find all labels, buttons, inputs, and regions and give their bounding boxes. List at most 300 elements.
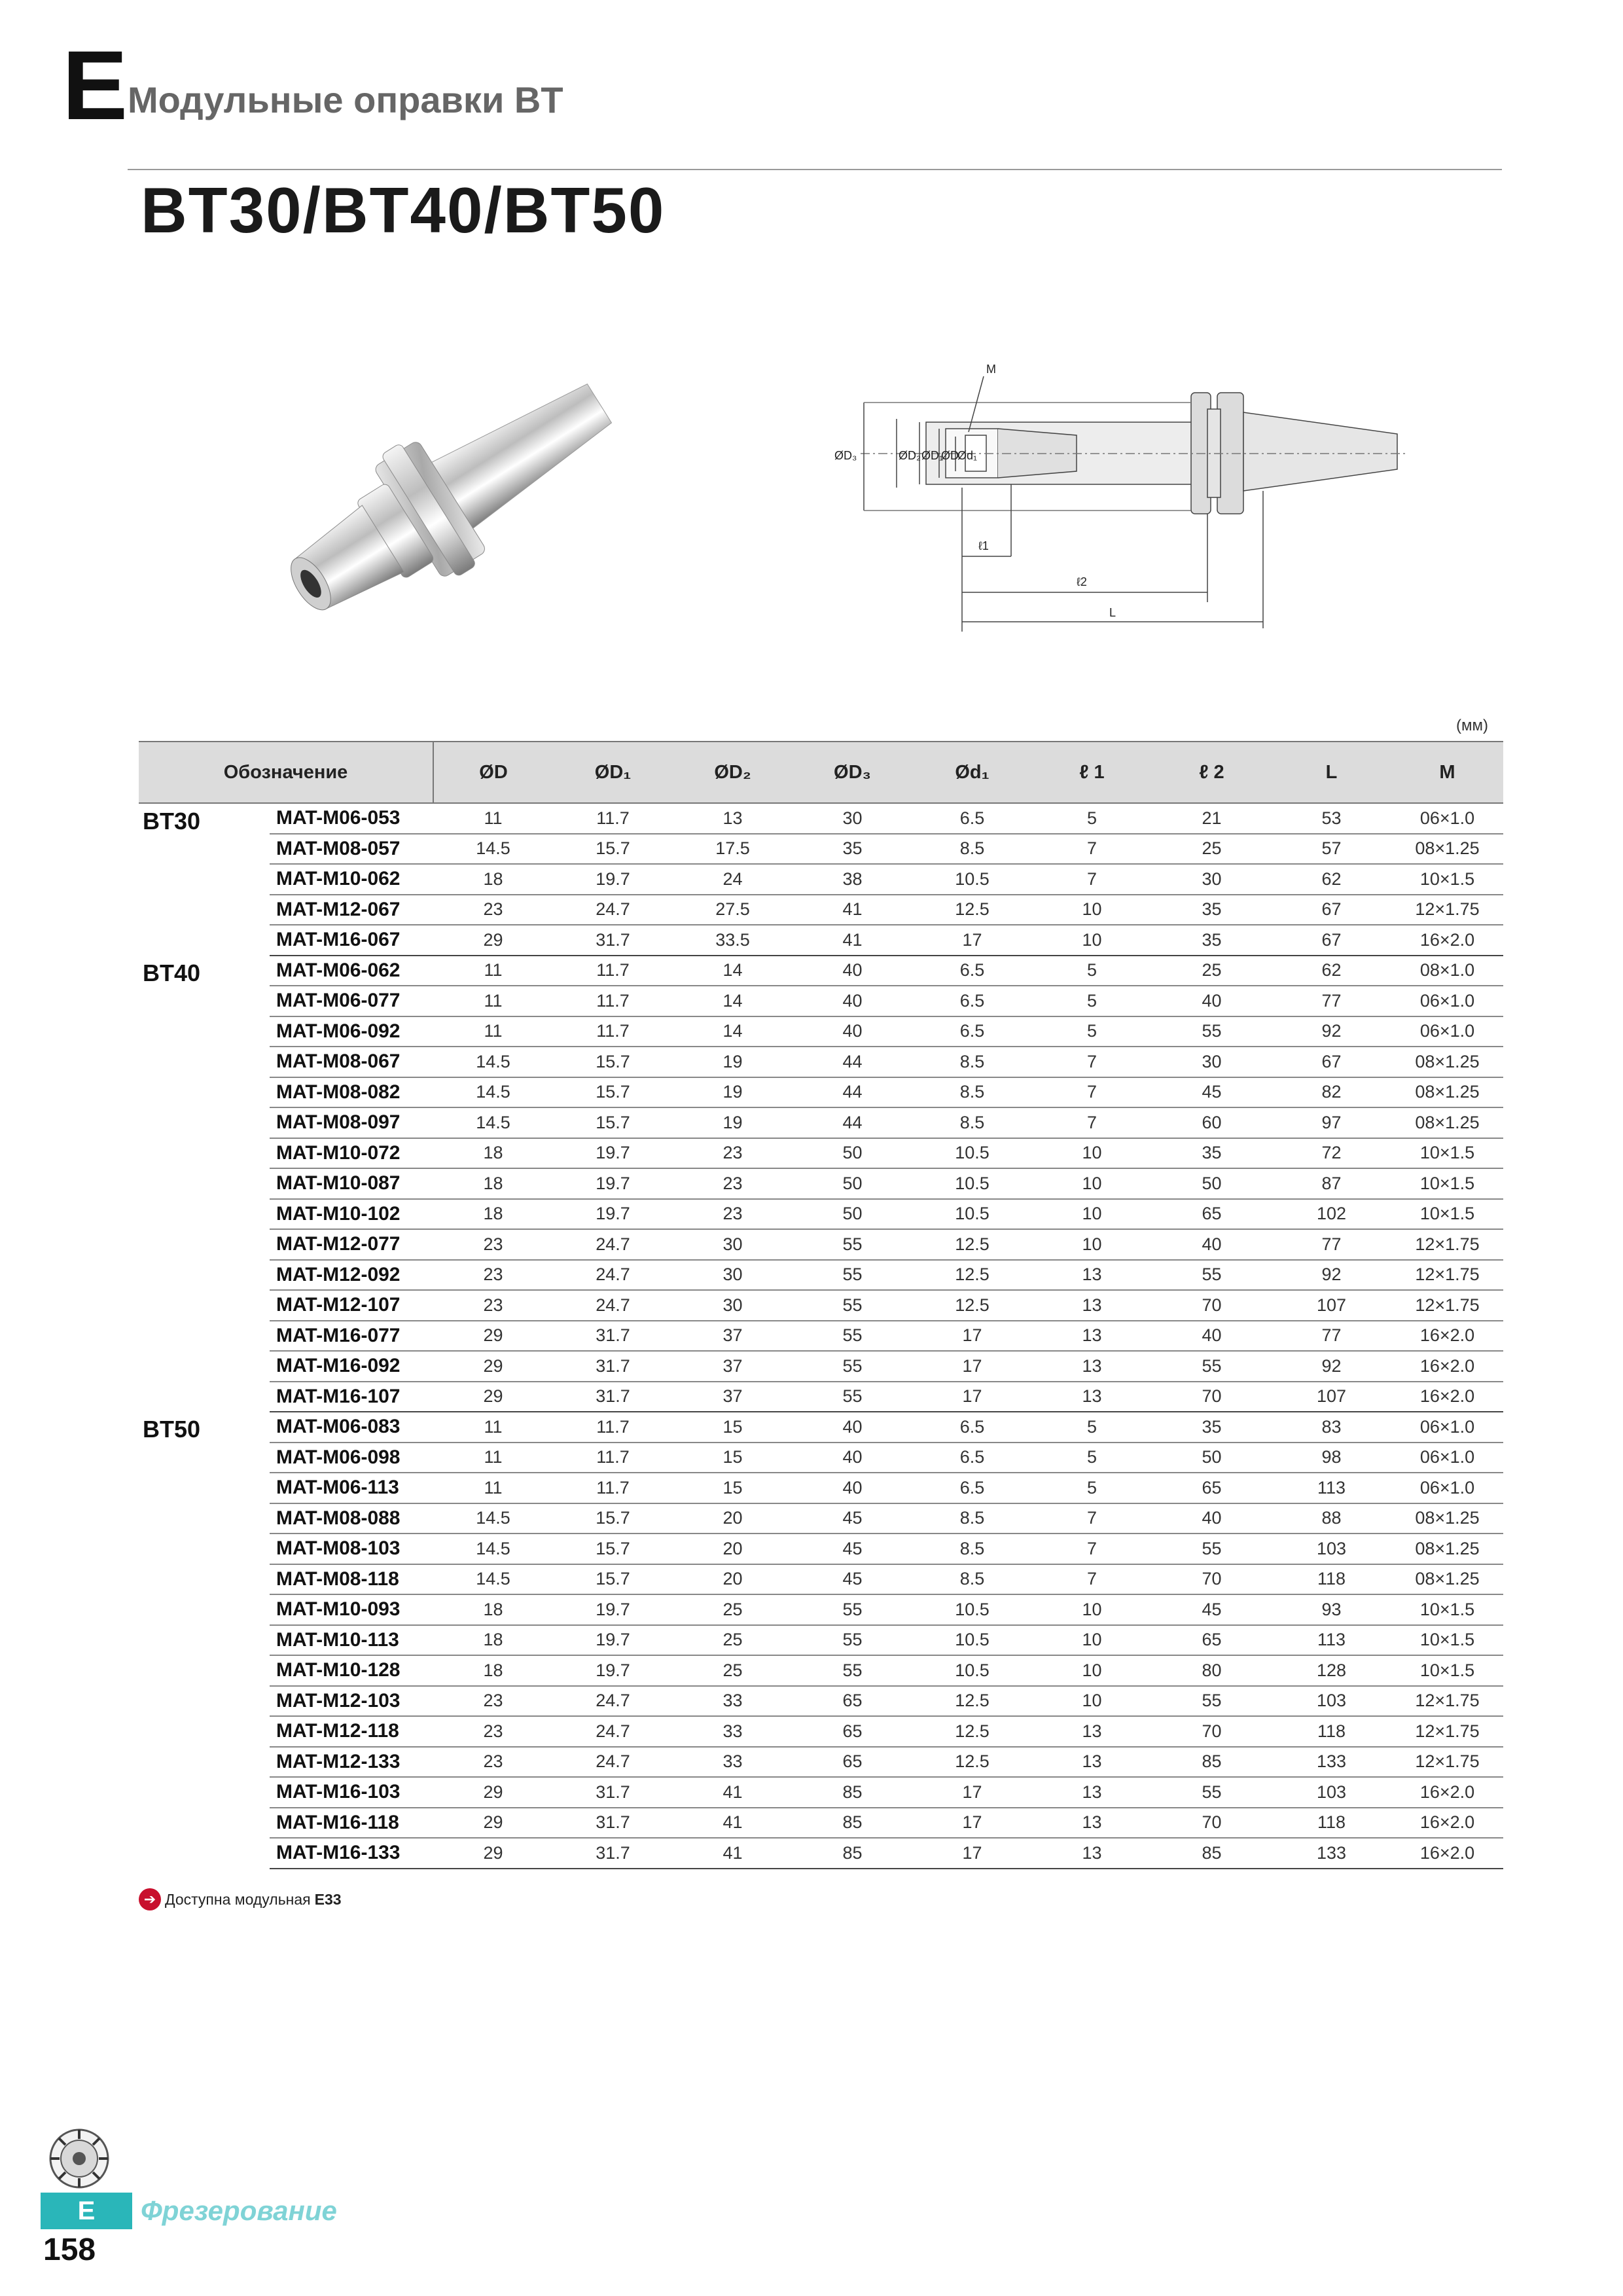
cell-m: 12×1.75	[1391, 895, 1503, 925]
section-title: Модульные оправки BT	[128, 79, 563, 120]
cell-code: MAT-M06-083	[270, 1412, 433, 1443]
cell-d1: 15.7	[553, 1564, 673, 1595]
cell-d: 14.5	[433, 1077, 553, 1108]
cell-code: MAT-M08-097	[270, 1107, 433, 1138]
cell-d2: 24	[673, 864, 793, 895]
cell-dd1: 6.5	[912, 1412, 1032, 1443]
cell-code: MAT-M08-067	[270, 1047, 433, 1077]
cell-d1: 24.7	[553, 1260, 673, 1291]
cell-d: 23	[433, 1260, 553, 1291]
cell-l1: 13	[1032, 1382, 1152, 1412]
cell-L: 82	[1272, 1077, 1391, 1108]
cell-l1: 10	[1032, 1168, 1152, 1199]
cell-code: MAT-M12-107	[270, 1290, 433, 1321]
cell-code: MAT-M12-118	[270, 1716, 433, 1747]
cell-l1: 13	[1032, 1321, 1152, 1352]
cell-d2: 23	[673, 1168, 793, 1199]
cell-d2: 14	[673, 956, 793, 986]
cell-d3: 40	[793, 1016, 912, 1047]
cell-l2: 80	[1152, 1655, 1272, 1686]
cell-code: MAT-M10-128	[270, 1655, 433, 1686]
cell-l2: 70	[1152, 1716, 1272, 1747]
cell-L: 97	[1272, 1107, 1391, 1138]
dim-l1-label: ℓ1	[978, 539, 989, 552]
table-row	[139, 1808, 1503, 1839]
cell-l2: 21	[1152, 803, 1272, 834]
cell-d3: 40	[793, 1473, 912, 1503]
table-row	[139, 986, 1503, 1016]
cell-d3: 55	[793, 1321, 912, 1352]
cell-d: 29	[433, 1777, 553, 1808]
table-header-row	[139, 742, 1503, 803]
cell-d: 23	[433, 1290, 553, 1321]
cell-d2: 13	[673, 803, 793, 834]
cell-l2: 55	[1152, 1686, 1272, 1717]
cell-dd1: 10.5	[912, 1625, 1032, 1656]
cell-code: MAT-M08-057	[270, 834, 433, 865]
cell-d2: 30	[673, 1290, 793, 1321]
cell-L: 62	[1272, 956, 1391, 986]
cell-L: 53	[1272, 803, 1391, 834]
cell-d1: 15.7	[553, 1503, 673, 1534]
cell-d3: 55	[793, 1260, 912, 1291]
cell-L: 133	[1272, 1838, 1391, 1869]
col-header-d3: ØD₃	[793, 742, 912, 803]
dim-dd1-label: Ød₁	[957, 449, 978, 462]
cell-d2: 33	[673, 1716, 793, 1747]
cell-L: 92	[1272, 1016, 1391, 1047]
cell-d: 23	[433, 1686, 553, 1717]
cell-l2: 55	[1152, 1260, 1272, 1291]
cell-d: 18	[433, 1138, 553, 1169]
cell-d2: 37	[673, 1382, 793, 1412]
cell-dd1: 17	[912, 1321, 1032, 1352]
cell-d2: 14	[673, 1016, 793, 1047]
table-row	[139, 1503, 1503, 1534]
cell-code: MAT-M12-103	[270, 1686, 433, 1717]
cell-d2: 33	[673, 1747, 793, 1778]
cell-L: 88	[1272, 1503, 1391, 1534]
cell-dd1: 10.5	[912, 1655, 1032, 1686]
cell-d: 14.5	[433, 1107, 553, 1138]
cell-d3: 85	[793, 1777, 912, 1808]
cell-d1: 19.7	[553, 864, 673, 895]
cell-m: 16×2.0	[1391, 1777, 1503, 1808]
cell-l2: 50	[1152, 1443, 1272, 1473]
cell-d1: 15.7	[553, 1107, 673, 1138]
cell-code: MAT-M06-062	[270, 956, 433, 986]
cell-l1: 5	[1032, 986, 1152, 1016]
cell-d: 11	[433, 1412, 553, 1443]
cell-m: 16×2.0	[1391, 1808, 1503, 1839]
footnote	[139, 1888, 342, 1910]
page-title: BT30/BT40/BT50	[141, 174, 666, 246]
unit-label: (мм)	[1456, 717, 1488, 734]
cell-l1: 7	[1032, 1534, 1152, 1564]
cell-dd1: 12.5	[912, 895, 1032, 925]
dim-l2-label: ℓ2	[1077, 575, 1087, 588]
cell-l1: 10	[1032, 1594, 1152, 1625]
cell-d: 29	[433, 1321, 553, 1352]
cell-l2: 70	[1152, 1382, 1272, 1412]
cell-d1: 15.7	[553, 1534, 673, 1564]
cell-l2: 40	[1152, 1503, 1272, 1534]
cell-m: 10×1.5	[1391, 1594, 1503, 1625]
cell-dd1: 6.5	[912, 956, 1032, 986]
cell-m: 12×1.75	[1391, 1290, 1503, 1321]
cell-code: MAT-M16-133	[270, 1838, 433, 1869]
cell-d3: 55	[793, 1290, 912, 1321]
cell-d1: 31.7	[553, 1382, 673, 1412]
cell-l1: 10	[1032, 1229, 1152, 1260]
cell-d2: 41	[673, 1808, 793, 1839]
cell-l2: 85	[1152, 1838, 1272, 1869]
cell-d1: 11.7	[553, 803, 673, 834]
cell-d: 29	[433, 1382, 553, 1412]
cell-m: 10×1.5	[1391, 1655, 1503, 1686]
cell-code: MAT-M06-053	[270, 803, 433, 834]
cell-dd1: 12.5	[912, 1747, 1032, 1778]
cell-d2: 19	[673, 1107, 793, 1138]
cell-d2: 23	[673, 1138, 793, 1169]
cell-d2: 20	[673, 1503, 793, 1534]
cell-d2: 25	[673, 1594, 793, 1625]
cell-m: 12×1.75	[1391, 1260, 1503, 1291]
cell-d1: 15.7	[553, 834, 673, 865]
cell-l1: 5	[1032, 1412, 1152, 1443]
cell-d: 18	[433, 1655, 553, 1686]
cell-l1: 7	[1032, 1564, 1152, 1595]
cell-l2: 35	[1152, 895, 1272, 925]
cell-d: 18	[433, 1625, 553, 1656]
cell-L: 67	[1272, 1047, 1391, 1077]
cell-d3: 50	[793, 1199, 912, 1230]
cell-d1: 31.7	[553, 1351, 673, 1382]
cell-l2: 70	[1152, 1564, 1272, 1595]
cell-l1: 13	[1032, 1351, 1152, 1382]
cell-d3: 50	[793, 1138, 912, 1169]
cell-l1: 7	[1032, 864, 1152, 895]
cell-l1: 10	[1032, 925, 1152, 956]
cell-l1: 5	[1032, 1443, 1152, 1473]
cell-dd1: 10.5	[912, 1168, 1032, 1199]
cell-l1: 5	[1032, 956, 1152, 986]
footnote-page-ref[interactable]: E33	[314, 1890, 342, 1908]
table-row	[139, 1534, 1503, 1564]
dim-d2-label: ØD₂	[899, 449, 921, 462]
cell-d3: 44	[793, 1047, 912, 1077]
table-row	[139, 1564, 1503, 1595]
cell-m: 10×1.5	[1391, 1625, 1503, 1656]
cell-l2: 55	[1152, 1534, 1272, 1564]
series-label	[139, 1412, 270, 1869]
cell-L: 128	[1272, 1655, 1391, 1686]
cell-d2: 15	[673, 1473, 793, 1503]
cell-d3: 55	[793, 1655, 912, 1686]
table-row	[139, 1199, 1503, 1230]
cell-code: MAT-M16-077	[270, 1321, 433, 1352]
cell-l2: 65	[1152, 1473, 1272, 1503]
cell-l1: 10	[1032, 1655, 1152, 1686]
cell-d3: 50	[793, 1168, 912, 1199]
cell-d3: 41	[793, 895, 912, 925]
cell-dd1: 17	[912, 1382, 1032, 1412]
spec-table	[139, 741, 1503, 1869]
cell-d1: 11.7	[553, 1443, 673, 1473]
cell-d2: 30	[673, 1260, 793, 1291]
cell-l2: 35	[1152, 1138, 1272, 1169]
cell-d3: 65	[793, 1716, 912, 1747]
footnote-text: Доступна модульная	[165, 1890, 311, 1908]
cell-d3: 38	[793, 864, 912, 895]
cell-d3: 55	[793, 1594, 912, 1625]
cell-d1: 24.7	[553, 1747, 673, 1778]
cell-dd1: 12.5	[912, 1229, 1032, 1260]
cell-L: 62	[1272, 864, 1391, 895]
tool-holder-photo	[236, 353, 641, 655]
cell-l1: 13	[1032, 1290, 1152, 1321]
cell-d2: 19	[673, 1077, 793, 1108]
cell-d1: 31.7	[553, 1838, 673, 1869]
cell-l1: 7	[1032, 1077, 1152, 1108]
cell-dd1: 8.5	[912, 1077, 1032, 1108]
cell-code: MAT-M10-062	[270, 864, 433, 895]
cell-code: MAT-M10-072	[270, 1138, 433, 1169]
cell-d: 14.5	[433, 834, 553, 865]
cell-d: 18	[433, 1168, 553, 1199]
cell-dd1: 12.5	[912, 1260, 1032, 1291]
cell-d1: 19.7	[553, 1594, 673, 1625]
cell-d1: 15.7	[553, 1077, 673, 1108]
cell-d2: 41	[673, 1777, 793, 1808]
series-label-text: BT50	[143, 1416, 201, 1443]
cell-d3: 40	[793, 1412, 912, 1443]
cell-L: 83	[1272, 1412, 1391, 1443]
cell-code: MAT-M12-133	[270, 1747, 433, 1778]
table-row	[139, 1382, 1503, 1412]
cell-d1: 11.7	[553, 956, 673, 986]
cell-m: 12×1.75	[1391, 1229, 1503, 1260]
cell-l1: 7	[1032, 1107, 1152, 1138]
cell-L: 92	[1272, 1351, 1391, 1382]
col-header-l1: ℓ 1	[1032, 742, 1152, 803]
cell-d: 23	[433, 1716, 553, 1747]
table-row	[139, 1777, 1503, 1808]
col-header-d1: ØD₁	[553, 742, 673, 803]
series-label	[139, 956, 270, 1412]
table-row	[139, 1047, 1503, 1077]
cell-d1: 31.7	[553, 1321, 673, 1352]
cell-d2: 37	[673, 1351, 793, 1382]
cell-L: 107	[1272, 1290, 1391, 1321]
cell-l2: 45	[1152, 1594, 1272, 1625]
cell-d1: 11.7	[553, 1412, 673, 1443]
cell-d1: 31.7	[553, 1777, 673, 1808]
cell-dd1: 17	[912, 925, 1032, 956]
cell-l1: 7	[1032, 834, 1152, 865]
cell-dd1: 12.5	[912, 1716, 1032, 1747]
cell-d: 11	[433, 1016, 553, 1047]
table-row	[139, 1107, 1503, 1138]
cell-L: 102	[1272, 1199, 1391, 1230]
cell-L: 118	[1272, 1808, 1391, 1839]
cell-d1: 24.7	[553, 1716, 673, 1747]
table-row	[139, 1321, 1503, 1352]
cell-d: 14.5	[433, 1534, 553, 1564]
cell-L: 77	[1272, 1321, 1391, 1352]
cell-l1: 10	[1032, 1625, 1152, 1656]
cell-dd1: 6.5	[912, 1443, 1032, 1473]
cell-d3: 55	[793, 1625, 912, 1656]
cell-d: 14.5	[433, 1503, 553, 1534]
dim-L-label: L	[1109, 606, 1116, 619]
footer-section-tab[interactable]: E	[41, 2193, 132, 2229]
cell-d1: 31.7	[553, 925, 673, 956]
cell-d: 18	[433, 1199, 553, 1230]
cell-d2: 25	[673, 1625, 793, 1656]
section-letter: E	[62, 30, 128, 140]
cell-L: 113	[1272, 1473, 1391, 1503]
cell-d1: 19.7	[553, 1168, 673, 1199]
table-row	[139, 1351, 1503, 1382]
cell-dd1: 10.5	[912, 1594, 1032, 1625]
cell-d2: 33.5	[673, 925, 793, 956]
cell-d3: 30	[793, 803, 912, 834]
cell-dd1: 12.5	[912, 1290, 1032, 1321]
cell-l1: 5	[1032, 1473, 1152, 1503]
cell-d2: 15	[673, 1412, 793, 1443]
table-row	[139, 895, 1503, 925]
cell-code: MAT-M12-092	[270, 1260, 433, 1291]
milling-cutter-icon	[43, 2126, 115, 2191]
cell-d3: 35	[793, 834, 912, 865]
table-row	[139, 1747, 1503, 1778]
cell-m: 10×1.5	[1391, 1199, 1503, 1230]
cell-d2: 37	[673, 1321, 793, 1352]
cell-d3: 45	[793, 1534, 912, 1564]
table-row	[139, 1473, 1503, 1503]
cell-l2: 65	[1152, 1625, 1272, 1656]
table-row	[139, 1686, 1503, 1717]
table-row	[139, 925, 1503, 956]
cell-l2: 70	[1152, 1808, 1272, 1839]
cell-d: 11	[433, 956, 553, 986]
table-row	[139, 803, 1503, 834]
table-row	[139, 864, 1503, 895]
series-label	[139, 803, 270, 956]
cell-code: MAT-M12-077	[270, 1229, 433, 1260]
cell-d: 23	[433, 1747, 553, 1778]
cell-dd1: 6.5	[912, 986, 1032, 1016]
cell-m: 08×1.25	[1391, 1503, 1503, 1534]
cell-L: 77	[1272, 986, 1391, 1016]
cell-d2: 14	[673, 986, 793, 1016]
cell-d3: 85	[793, 1808, 912, 1839]
cell-m: 06×1.0	[1391, 1443, 1503, 1473]
cell-d2: 30	[673, 1229, 793, 1260]
cell-L: 77	[1272, 1229, 1391, 1260]
cell-dd1: 8.5	[912, 834, 1032, 865]
cell-code: MAT-M10-113	[270, 1625, 433, 1656]
col-header-L: L	[1272, 742, 1391, 803]
cell-m: 16×2.0	[1391, 1321, 1503, 1352]
cell-L: 103	[1272, 1686, 1391, 1717]
cell-d: 29	[433, 1808, 553, 1839]
cell-m: 10×1.5	[1391, 864, 1503, 895]
cell-d3: 55	[793, 1382, 912, 1412]
cell-d1: 19.7	[553, 1655, 673, 1686]
table-row	[139, 1625, 1503, 1656]
cell-d1: 19.7	[553, 1138, 673, 1169]
cell-m: 08×1.25	[1391, 1564, 1503, 1595]
col-header-d: ØD	[433, 742, 553, 803]
cell-L: 92	[1272, 1260, 1391, 1291]
col-header-m: M	[1391, 742, 1503, 803]
cell-m: 08×1.25	[1391, 834, 1503, 865]
cell-d2: 20	[673, 1534, 793, 1564]
cell-l1: 5	[1032, 1016, 1152, 1047]
series-label-text: BT30	[143, 808, 201, 834]
cell-L: 113	[1272, 1625, 1391, 1656]
cell-l1: 10	[1032, 1199, 1152, 1230]
page-number: 158	[43, 2233, 96, 2267]
cell-m: 08×1.25	[1391, 1077, 1503, 1108]
cell-d3: 55	[793, 1351, 912, 1382]
cell-d: 14.5	[433, 1047, 553, 1077]
cell-d2: 33	[673, 1686, 793, 1717]
technical-drawing	[834, 357, 1423, 632]
cell-L: 72	[1272, 1138, 1391, 1169]
cell-d: 29	[433, 925, 553, 956]
cell-l2: 30	[1152, 864, 1272, 895]
cell-code: MAT-M06-077	[270, 986, 433, 1016]
cell-l2: 40	[1152, 1229, 1272, 1260]
cell-d2: 19	[673, 1047, 793, 1077]
col-header-code: Обозначение	[139, 742, 433, 803]
cell-code: MAT-M16-103	[270, 1777, 433, 1808]
cell-m: 16×2.0	[1391, 1838, 1503, 1869]
cell-code: MAT-M06-113	[270, 1473, 433, 1503]
cell-d3: 45	[793, 1503, 912, 1534]
cell-d3: 44	[793, 1077, 912, 1108]
cell-code: MAT-M08-103	[270, 1534, 433, 1564]
cell-l2: 55	[1152, 1777, 1272, 1808]
cell-d1: 15.7	[553, 1047, 673, 1077]
cell-d2: 15	[673, 1443, 793, 1473]
cell-code: MAT-M12-067	[270, 895, 433, 925]
cell-m: 08×1.25	[1391, 1107, 1503, 1138]
cell-dd1: 8.5	[912, 1564, 1032, 1595]
cell-L: 67	[1272, 925, 1391, 956]
cell-d: 11	[433, 986, 553, 1016]
cell-code: MAT-M16-067	[270, 925, 433, 956]
cell-m: 06×1.0	[1391, 1016, 1503, 1047]
table-row	[139, 956, 1503, 986]
cell-l1: 13	[1032, 1838, 1152, 1869]
table-row	[139, 1138, 1503, 1169]
col-header-l2: ℓ 2	[1152, 742, 1272, 803]
cell-d: 18	[433, 1594, 553, 1625]
table-row	[139, 1655, 1503, 1686]
cell-d1: 19.7	[553, 1625, 673, 1656]
col-header-d2: ØD₂	[673, 742, 793, 803]
cell-l2: 60	[1152, 1107, 1272, 1138]
table-row	[139, 834, 1503, 865]
cell-m: 12×1.75	[1391, 1716, 1503, 1747]
dim-d-label: ØD	[941, 449, 959, 462]
cell-l2: 65	[1152, 1199, 1272, 1230]
cell-code: MAT-M16-118	[270, 1808, 433, 1839]
